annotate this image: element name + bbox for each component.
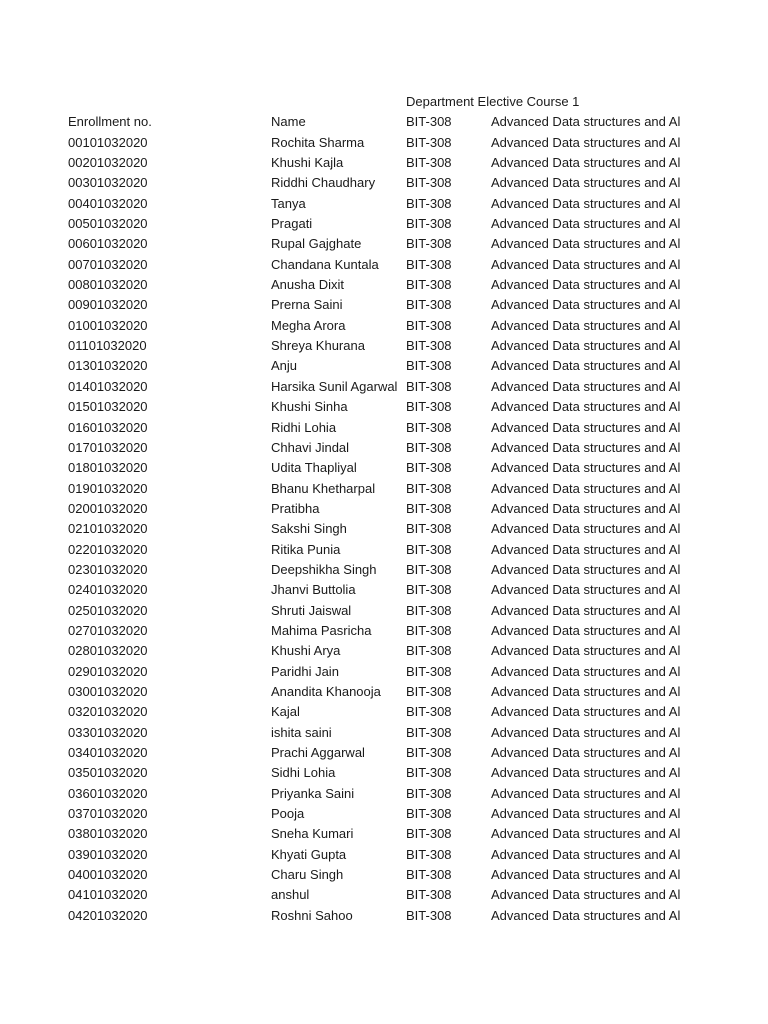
course-cell: Advanced Data structures and Al <box>491 175 681 191</box>
course-cell: Advanced Data structures and Al <box>491 521 681 537</box>
enrollment-cell: 03801032020 <box>68 826 148 842</box>
course-cell: Advanced Data structures and Al <box>491 439 681 455</box>
enrollment-cell: 04001032020 <box>68 867 148 883</box>
name-cell: Bhanu Khetharpal <box>271 480 376 496</box>
table-row <box>0 234 768 254</box>
course-cell: Advanced Data structures and Al <box>491 806 681 822</box>
enrollment-cell: 02901032020 <box>68 663 148 679</box>
name-cell: Pragati <box>271 216 313 232</box>
enrollment-cell: 04201032020 <box>68 907 148 923</box>
code-cell: BIT-308 <box>406 358 452 374</box>
enrollment-cell: 00801032020 <box>68 277 148 293</box>
code-cell: BIT-308 <box>406 846 452 862</box>
name-cell: Mahima Pasricha <box>271 622 372 638</box>
course-cell: Advanced Data structures and Al <box>491 460 681 476</box>
course-cell: Advanced Data structures and Al <box>491 317 681 333</box>
code-cell: BIT-308 <box>406 867 452 883</box>
code-cell: BIT-308 <box>406 907 452 923</box>
name-cell: Anusha Dixit <box>271 277 344 293</box>
code-cell: BIT-308 <box>406 317 452 333</box>
enrollment-cell: 01301032020 <box>68 358 148 374</box>
code-cell: BIT-308 <box>406 521 452 537</box>
course-cell: Advanced Data structures and Al <box>491 663 681 679</box>
table-row <box>0 560 768 580</box>
table-row <box>0 173 768 193</box>
table-row <box>0 275 768 295</box>
enrollment-cell: 03301032020 <box>68 724 148 740</box>
course-cell: Advanced Data structures and Al <box>491 724 681 740</box>
code-cell: BIT-308 <box>406 195 452 211</box>
enrollment-cell: 03601032020 <box>68 785 148 801</box>
code-cell: BIT-308 <box>406 541 452 557</box>
code-cell: BIT-308 <box>406 887 452 903</box>
name-cell: Prachi Aggarwal <box>271 745 365 760</box>
course-cell: Advanced Data structures and Al <box>491 765 681 781</box>
course-cell: Advanced Data structures and Al <box>491 643 681 659</box>
course-cell: Advanced Data structures and Al <box>491 236 681 252</box>
name-cell: Chhavi Jindal <box>271 439 350 455</box>
name-cell: Rupal Gajghate <box>271 236 362 252</box>
table-row <box>0 906 768 926</box>
course-cell: Advanced Data structures and Al <box>491 867 681 883</box>
table-row <box>0 133 768 153</box>
enrollment-cell: 02701032020 <box>68 622 148 638</box>
table-row <box>0 540 768 560</box>
name-cell: Jhanvi Buttolia <box>271 582 356 598</box>
enrollment-cell: 02101032020 <box>68 521 148 537</box>
enrollment-cell: 03501032020 <box>68 765 148 781</box>
enrollment-cell: 03701032020 <box>68 806 148 822</box>
name-cell: Roshni Sahoo <box>271 907 353 923</box>
enrollment-cell: 01001032020 <box>68 317 148 333</box>
table-row <box>0 784 768 804</box>
course-cell: Advanced Data structures and Al <box>491 277 681 293</box>
course-cell: Advanced Data structures and Al <box>491 622 681 638</box>
enrollment-cell: 03901032020 <box>68 846 148 862</box>
code-cell: BIT-308 <box>406 683 452 699</box>
course-cell: Advanced Data structures and Al <box>491 683 681 699</box>
table-body <box>0 133 768 926</box>
name-cell: Harsika Sunil Agarwal <box>271 378 398 394</box>
course-cell: Advanced Data structures and Al <box>491 704 681 720</box>
code-cell: BIT-308 <box>406 480 452 496</box>
name-cell: Charu Singh <box>271 867 344 883</box>
course-cell: Advanced Data structures and Al <box>491 907 681 923</box>
table-row <box>0 621 768 641</box>
course-cell: Advanced Data structures and Al <box>491 358 681 374</box>
name-cell: Sidhi Lohia <box>271 765 336 781</box>
course-cell: Advanced Data structures and Al <box>491 256 681 272</box>
enrollment-cell: 01701032020 <box>68 439 148 455</box>
name-cell: Megha Arora <box>271 317 346 333</box>
table-row <box>0 763 768 783</box>
table-row <box>0 336 768 356</box>
enrollment-cell: 02801032020 <box>68 643 148 659</box>
table-row <box>0 153 768 173</box>
code-cell: BIT-308 <box>406 175 452 191</box>
code-cell: BIT-308 <box>406 643 452 659</box>
code-cell: BIT-308 <box>406 460 452 476</box>
enrollment-cell: 01801032020 <box>68 460 148 476</box>
table-row <box>0 499 768 519</box>
name-cell: Priyanka Saini <box>271 785 355 801</box>
course-cell: Advanced Data structures and Al <box>491 826 681 842</box>
code-cell: BIT-308 <box>406 826 452 842</box>
table-row <box>0 580 768 600</box>
table-row <box>0 702 768 722</box>
code-cell: BIT-308 <box>406 439 452 455</box>
course-cell: Advanced Data structures and Al <box>491 887 681 903</box>
name-cell: Anandita Khanooja <box>271 683 381 699</box>
name-cell: Khushi Sinha <box>271 399 348 415</box>
code-cell: BIT-308 <box>406 622 452 638</box>
enrollment-cell: 02401032020 <box>68 582 148 598</box>
enrollment-cell: 03401032020 <box>68 745 148 760</box>
name-cell: Khyati Gupta <box>271 846 347 862</box>
enrollment-cell: 02001032020 <box>68 500 148 516</box>
code-cell: BIT-308 <box>406 297 452 313</box>
enrollment-cell: 01601032020 <box>68 419 148 435</box>
code-cell: BIT-308 <box>406 765 452 781</box>
code-cell: BIT-308 <box>406 399 452 415</box>
code-cell: BIT-308 <box>406 663 452 679</box>
name-cell: Rochita Sharma <box>271 134 365 150</box>
group-title-row <box>0 92 768 112</box>
course-cell: Advanced Data structures and Al <box>491 155 681 171</box>
name-cell: anshul <box>271 887 310 903</box>
table-row <box>0 479 768 499</box>
code-cell: BIT-308 <box>406 419 452 435</box>
code-cell: BIT-308 <box>406 724 452 740</box>
code-cell: BIT-308 <box>406 216 452 232</box>
code-cell: BIT-308 <box>406 277 452 293</box>
name-cell: Ritika Punia <box>271 541 341 557</box>
header-enrollment: Enrollment no. <box>68 114 152 130</box>
enrollment-cell: 02201032020 <box>68 541 148 557</box>
table-row <box>0 662 768 682</box>
name-cell: Pooja <box>271 806 305 822</box>
code-cell: BIT-308 <box>406 806 452 822</box>
enrollment-cell: 02301032020 <box>68 561 148 577</box>
enrollment-cell: 01101032020 <box>68 338 147 354</box>
name-cell: Deepshikha Singh <box>271 561 377 577</box>
course-cell: Advanced Data structures and Al <box>491 582 681 598</box>
name-cell: Anju <box>271 358 298 374</box>
header-name: Name <box>271 114 306 130</box>
table-row <box>0 641 768 661</box>
enrollment-cell: 00401032020 <box>68 195 148 211</box>
name-cell: Prerna Saini <box>271 297 343 313</box>
table-row <box>0 397 768 417</box>
table-row <box>0 743 768 763</box>
code-cell: BIT-308 <box>406 561 452 577</box>
name-cell: Pratibha <box>271 500 320 516</box>
course-cell: Advanced Data structures and Al <box>491 338 681 354</box>
course-cell: Advanced Data structures and Al <box>491 216 681 232</box>
enrollment-cell: 00701032020 <box>68 256 148 272</box>
table-row <box>0 804 768 824</box>
code-cell: BIT-308 <box>406 378 452 394</box>
code-cell: BIT-308 <box>406 338 452 354</box>
table-row <box>0 519 768 539</box>
name-cell: Tanya <box>271 195 306 211</box>
enrollment-cell: 03001032020 <box>68 683 148 699</box>
name-cell: Riddhi Chaudhary <box>271 175 376 191</box>
enrollment-cell: 03201032020 <box>68 704 148 720</box>
name-cell: Paridhi Jain <box>271 663 339 679</box>
course-cell: Advanced Data structures and Al <box>491 195 681 211</box>
table-row <box>0 255 768 275</box>
enrollment-cell: 00901032020 <box>68 297 148 313</box>
course-cell: Advanced Data structures and Al <box>491 419 681 435</box>
name-cell: Ridhi Lohia <box>271 419 337 435</box>
table-row <box>0 601 768 621</box>
course-cell: Advanced Data structures and Al <box>491 480 681 496</box>
course-cell: Advanced Data structures and Al <box>491 134 681 150</box>
table-row <box>0 845 768 865</box>
enrollment-cell: 01401032020 <box>68 378 148 394</box>
name-cell: Chandana Kuntala <box>271 256 379 272</box>
enrollment-cell: 00601032020 <box>68 236 148 252</box>
table-row <box>0 723 768 743</box>
table-row <box>0 316 768 336</box>
code-cell: BIT-308 <box>406 256 452 272</box>
table-row <box>0 214 768 234</box>
code-cell: BIT-308 <box>406 582 452 598</box>
course-cell: Advanced Data structures and Al <box>491 561 681 577</box>
table-row <box>0 418 768 438</box>
enrollment-cell: 00301032020 <box>68 175 148 191</box>
code-cell: BIT-308 <box>406 134 452 150</box>
course-cell: Advanced Data structures and Al <box>491 500 681 516</box>
course-cell: Advanced Data structures and Al <box>491 378 681 394</box>
table-row <box>0 682 768 702</box>
header-course: Advanced Data structures and Al <box>491 114 681 130</box>
code-cell: BIT-308 <box>406 785 452 801</box>
enrollment-cell: 01901032020 <box>68 480 148 496</box>
course-cell: Advanced Data structures and Al <box>491 745 681 760</box>
name-cell: Sneha Kumari <box>271 826 354 842</box>
enrollment-cell: 00101032020 <box>68 134 148 150</box>
course-cell: Advanced Data structures and Al <box>491 602 681 618</box>
spreadsheet <box>0 92 768 926</box>
table-row <box>0 865 768 885</box>
code-cell: BIT-308 <box>406 602 452 618</box>
enrollment-cell: 00501032020 <box>68 216 148 232</box>
table-row <box>0 438 768 458</box>
name-cell: ishita saini <box>271 724 332 740</box>
table-row <box>0 377 768 397</box>
course-cell: Advanced Data structures and Al <box>491 399 681 415</box>
table-row <box>0 458 768 478</box>
name-cell: Khushi Arya <box>271 643 341 659</box>
table-row <box>0 295 768 315</box>
course-cell: Advanced Data structures and Al <box>491 297 681 313</box>
name-cell: Sakshi Singh <box>271 521 347 537</box>
name-cell: Khushi Kajla <box>271 155 344 171</box>
name-cell: Shruti Jaiswal <box>271 602 352 618</box>
course-cell: Advanced Data structures and Al <box>491 785 681 801</box>
name-cell: Kajal <box>271 704 300 720</box>
table-row <box>0 356 768 376</box>
course-cell: Advanced Data structures and Al <box>491 541 681 557</box>
header-row <box>0 112 768 132</box>
table-row <box>0 885 768 905</box>
code-cell: BIT-308 <box>406 155 452 171</box>
code-cell: BIT-308 <box>406 745 452 760</box>
code-cell: BIT-308 <box>406 704 452 720</box>
table-row <box>0 194 768 214</box>
code-cell: BIT-308 <box>406 236 452 252</box>
enrollment-cell: 04101032020 <box>68 887 148 903</box>
enrollment-cell: 01501032020 <box>68 399 148 415</box>
table-row <box>0 824 768 844</box>
name-cell: Shreya Khurana <box>271 338 365 354</box>
header-code: BIT-308 <box>406 114 452 130</box>
course-cell: Advanced Data structures and Al <box>491 846 681 862</box>
code-cell: BIT-308 <box>406 500 452 516</box>
enrollment-cell: 00201032020 <box>68 155 148 171</box>
name-cell: Udita Thapliyal <box>271 460 357 476</box>
enrollment-cell: 02501032020 <box>68 602 148 618</box>
group-title: Department Elective Course 1 <box>406 94 580 109</box>
